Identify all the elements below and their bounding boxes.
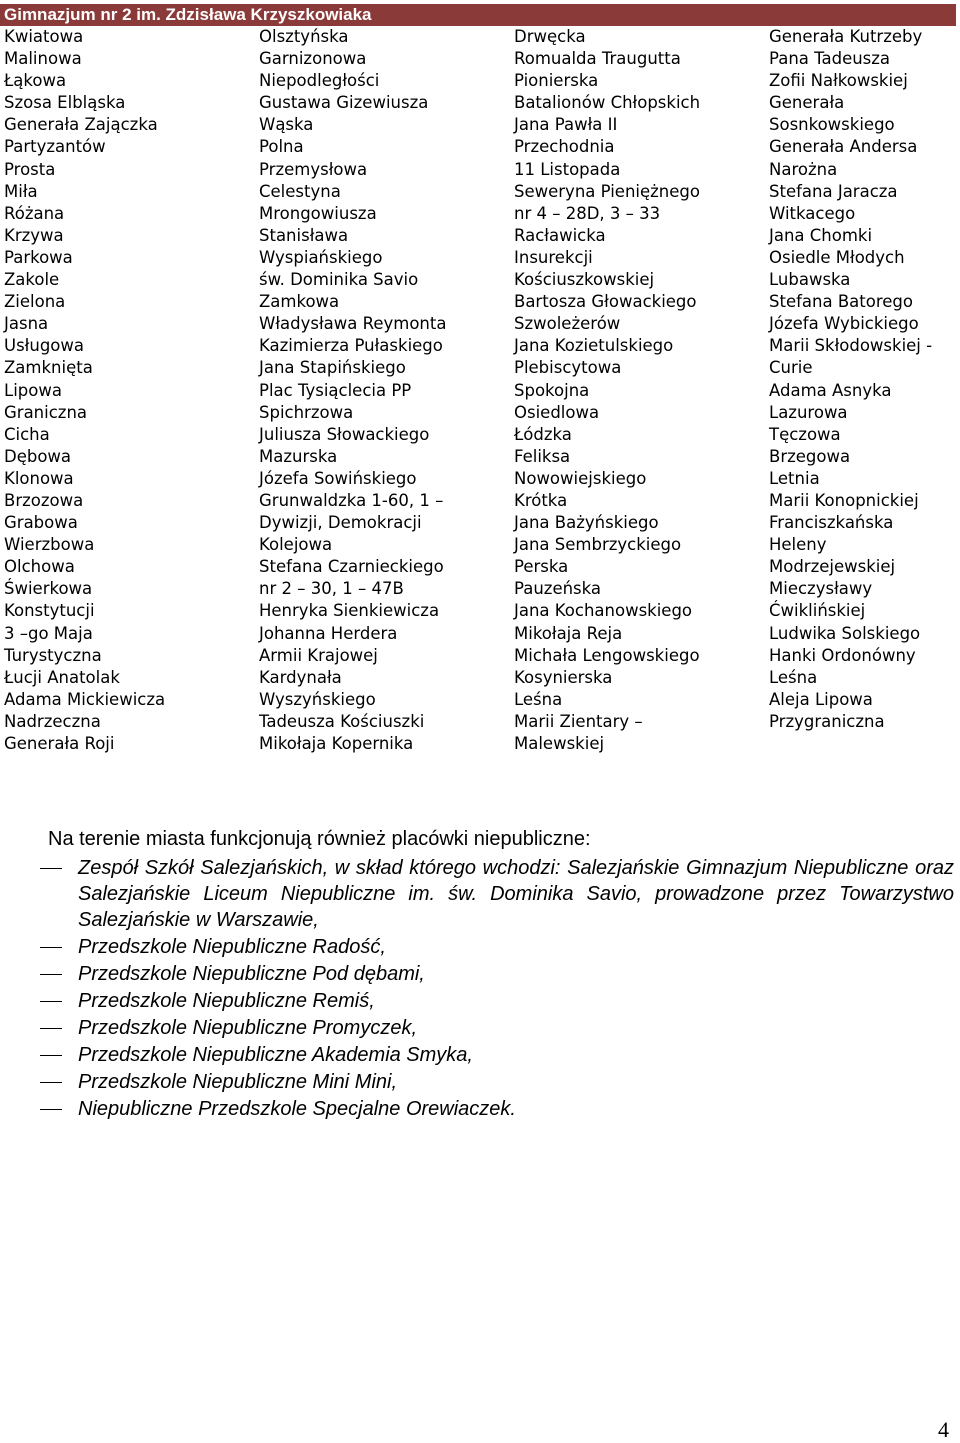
- street-name: Johanna Herdera: [259, 623, 398, 643]
- dash-bullet-icon: [40, 1001, 62, 1002]
- street-name: Grunwaldzka 1-60, 1 –: [259, 490, 444, 510]
- street-name: Leśna: [769, 667, 818, 687]
- street-name: Olsztyńska: [259, 27, 349, 46]
- street-name: Brzegowa: [769, 446, 851, 466]
- street-name: Adama Mickiewicza: [4, 689, 166, 709]
- street-name: Letnia: [769, 468, 820, 488]
- dash-bullet-icon: [40, 1082, 62, 1083]
- street-name: Mrongowiusza: [259, 203, 377, 223]
- street-name: Turystyczna: [4, 645, 102, 665]
- street-name: Drwęcka: [514, 27, 586, 46]
- street-name: Celestyna: [259, 181, 341, 201]
- street-name: Różana: [4, 203, 65, 223]
- street-name: Henryka Sienkiewicza: [259, 601, 440, 621]
- street-name: Armii Krajowej: [259, 645, 378, 665]
- street-name: Spichrzowa: [259, 402, 354, 422]
- street-name: Generała Roji: [4, 734, 115, 753]
- street-name: Tęczowa: [769, 424, 841, 444]
- list-item: [0, 934, 960, 960]
- street-name: Generała: [769, 93, 845, 113]
- street-name: Mieczysławy: [769, 579, 873, 599]
- street-name: Przygraniczna: [769, 711, 885, 731]
- street-name: 11 Listopada: [514, 159, 621, 179]
- street-name: Kazimierza Pułaskiego: [259, 336, 443, 356]
- street-name: Klonowa: [4, 468, 74, 488]
- street-name: Zamknięta: [4, 358, 93, 378]
- street-name: Wąska: [259, 115, 314, 135]
- street-name: Szosa Elbląska: [4, 93, 126, 113]
- street-name: Feliksa: [514, 446, 571, 466]
- institution-list: [0, 855, 960, 1123]
- street-name: Józefa Wybickiego: [769, 314, 919, 334]
- street-name: Romualda Traugutta: [514, 49, 681, 69]
- street-name: Wierzbowa: [4, 535, 95, 555]
- street-name: Marii Skłodowskiej -: [769, 336, 933, 356]
- street-name: Plac Tysiąclecia PP: [259, 380, 412, 400]
- street-name: Zamkowa: [259, 292, 340, 312]
- institution-name: Niepubliczne Przedszkole Specjalne Orewiaczek.: [78, 1098, 516, 1120]
- street-name: Prosta: [4, 159, 56, 179]
- street-name: Seweryna Pieniężnego: [514, 181, 700, 201]
- street-name: Zakole: [4, 270, 60, 290]
- street-name: Wyspiańskiego: [259, 247, 383, 267]
- list-item: [0, 1096, 960, 1122]
- street-name: Kosynierska: [514, 667, 613, 687]
- note-intro: Na terenie miasta funkcjonują również placówki niepubliczne:: [48, 828, 591, 850]
- street-name: Juliusza Słowackiego: [259, 424, 430, 444]
- street-column: [769, 26, 932, 733]
- street-name: Osiedle Młodych: [769, 247, 905, 267]
- street-name: Mikołaja Kopernika: [259, 734, 414, 753]
- street-name: św. Dominika Savio: [259, 270, 419, 290]
- street-name: Spokojna: [514, 380, 590, 400]
- street-name: Dębowa: [4, 446, 72, 466]
- street-name: Władysława Reymonta: [259, 314, 447, 334]
- street-name: Dywizji, Demokracji: [259, 513, 422, 533]
- street-name: Stefana Jaracza: [769, 181, 898, 201]
- street-name: Adama Asnyka: [769, 380, 892, 400]
- street-name: Marii Zientary –: [514, 711, 643, 731]
- street-name: Jana Stapińskiego: [259, 358, 406, 378]
- institution-name: Przedszkole Niepubliczne Promyczek,: [78, 1017, 418, 1039]
- street-name: Tadeusza Kościuszki: [259, 711, 425, 731]
- street-name: Nowowiejskiego: [514, 468, 647, 488]
- street-name: Przemysłowa: [259, 159, 368, 179]
- list-item: [0, 855, 960, 933]
- street-name: Zielona: [4, 292, 66, 312]
- dash-bullet-icon: [40, 974, 62, 975]
- institution-name: Przedszkole Niepubliczne Akademia Smyka,: [78, 1044, 473, 1066]
- street-name: Kardynała: [259, 667, 342, 687]
- street-name: Krótka: [514, 490, 568, 510]
- street-name: Osiedlowa: [514, 402, 600, 422]
- list-item: [0, 1042, 960, 1068]
- street-name: Generała Zajączka: [4, 115, 158, 135]
- list-item: [0, 1069, 960, 1095]
- street-name: Miła: [4, 181, 38, 201]
- street-name: Heleny: [769, 535, 827, 555]
- street-name: Pauzeńska: [514, 579, 602, 599]
- street-name: Lubawska: [769, 270, 851, 290]
- street-name: Kwiatowa: [4, 27, 84, 46]
- street-name: Kościuszkowskiej: [514, 270, 655, 290]
- street-name: Jasna: [4, 314, 49, 334]
- street-name: Jana Chomki: [769, 225, 873, 245]
- street-name: Aleja Lipowa: [769, 689, 873, 709]
- dash-bullet-icon: [40, 1109, 62, 1110]
- street-name: Partyzantów: [4, 137, 106, 157]
- street-name: 3 –go Maja: [4, 623, 93, 643]
- dash-bullet-icon: [40, 1055, 62, 1056]
- list-item: [0, 961, 960, 987]
- street-name: Brzozowa: [4, 490, 84, 510]
- institution-name: Przedszkole Niepubliczne Radość,: [78, 936, 386, 958]
- street-name: nr 4 – 28D, 3 – 33: [514, 203, 661, 223]
- street-name: Franciszkańska: [769, 513, 894, 533]
- street-name: Mazurska: [259, 446, 338, 466]
- school-header: Gimnazjum nr 2 im. Zdzisława Krzyszkowiaka: [0, 4, 956, 26]
- street-name: Zofii Nałkowskiej: [769, 71, 908, 91]
- street-name: Cicha: [4, 424, 50, 444]
- street-name: Jana Sembrzyckiego: [514, 535, 682, 555]
- street-name: Plebiscytowa: [514, 358, 622, 378]
- street-name: Generała Kutrzeby: [769, 27, 923, 46]
- street-name: Pionierska: [514, 71, 599, 91]
- street-name: Parkowa: [4, 247, 73, 267]
- street-name: Konstytucji: [4, 601, 95, 621]
- street-name: Graniczna: [4, 402, 88, 422]
- street-column: [514, 26, 700, 755]
- street-name: Polna: [259, 137, 304, 157]
- street-name: Grabowa: [4, 513, 78, 533]
- street-name: Ćwiklińskiej: [769, 601, 866, 621]
- street-name: Stanisława: [259, 225, 349, 245]
- street-name: Kolejowa: [259, 535, 333, 555]
- street-name: Stefana Batorego: [769, 292, 913, 312]
- street-name: Niepodległości: [259, 71, 380, 91]
- street-name: Stefana Czarnieckiego: [259, 557, 444, 577]
- street-name: Nadrzeczna: [4, 711, 101, 731]
- street-name: Jana Kochanowskiego: [514, 601, 693, 621]
- street-name: Michała Lengowskiego: [514, 645, 700, 665]
- street-name: Wyszyńskiego: [259, 689, 376, 709]
- street-name: Malinowa: [4, 49, 82, 69]
- street-name: Pana Tadeusza: [769, 49, 891, 69]
- street-name: Leśna: [514, 689, 563, 709]
- street-name: Lazurowa: [769, 402, 848, 422]
- street-name: Garnizonowa: [259, 49, 367, 69]
- street-name: Świerkowa: [4, 579, 93, 599]
- street-column: [259, 26, 446, 755]
- street-name: Hanki Ordonówny: [769, 645, 916, 665]
- street-name: Gustawa Gizewiusza: [259, 93, 429, 113]
- street-name: Perska: [514, 557, 569, 577]
- street-name: Łódzka: [514, 424, 572, 444]
- street-name: Usługowa: [4, 336, 84, 356]
- street-name: Mikołaja Reja: [514, 623, 623, 643]
- street-name: Ludwika Solskiego: [769, 623, 921, 643]
- street-name: Narożna: [769, 159, 838, 179]
- street-name: Przechodnia: [514, 137, 615, 157]
- dash-bullet-icon: [40, 947, 62, 948]
- street-name: Józefa Sowińskiego: [259, 468, 417, 488]
- street-name: Batalionów Chłopskich: [514, 93, 701, 113]
- street-name: Witkacego: [769, 203, 856, 223]
- street-name: Malewskiej: [514, 734, 605, 753]
- street-name: Marii Konopnickiej: [769, 490, 919, 510]
- street-name: Insurekcji: [514, 247, 593, 267]
- street-name: Jana Kozietulskiego: [514, 336, 674, 356]
- institution-name: Przedszkole Niepubliczne Remiś,: [78, 990, 375, 1012]
- list-item: [0, 1015, 960, 1041]
- street-name: Modrzejewskiej: [769, 557, 896, 577]
- street-name: Lipowa: [4, 380, 62, 400]
- institution-name: Przedszkole Niepubliczne Mini Mini,: [78, 1071, 398, 1093]
- street-name: Jana Bażyńskiego: [514, 513, 659, 533]
- dash-bullet-icon: [40, 1028, 62, 1029]
- street-name: Bartosza Głowackiego: [514, 292, 697, 312]
- street-name: Curie: [769, 358, 813, 378]
- institution-name: Przedszkole Niepubliczne Pod dębami,: [78, 963, 425, 985]
- street-name: Olchowa: [4, 557, 75, 577]
- street-name: Krzywa: [4, 225, 64, 245]
- institution-name: Zespół Szkół Salezjańskich, w skład którego wchodzi: Salezjańskie Gimnazjum Niepubliczne oraz Salezjańskie Liceum Niepubliczne im. św. Dominika Savio, prowadzone przez Towarzystwo Salezjańskie w Warszawie,: [78, 857, 954, 931]
- street-name: Szwoleżerów: [514, 314, 621, 334]
- street-name: nr 2 – 30, 1 – 47B: [259, 579, 404, 599]
- street-name: Łucji Anatolak: [4, 667, 120, 687]
- street-name: Sosnkowskiego: [769, 115, 895, 135]
- street-column: [4, 26, 165, 755]
- page-number: 4: [938, 1417, 949, 1442]
- street-name: Racławicka: [514, 225, 606, 245]
- list-item: [0, 988, 960, 1014]
- street-name: Łąkowa: [4, 71, 67, 91]
- dash-bullet-icon: [40, 868, 62, 869]
- street-name: Generała Andersa: [769, 137, 918, 157]
- street-name: Jana Pawła II: [514, 115, 618, 135]
